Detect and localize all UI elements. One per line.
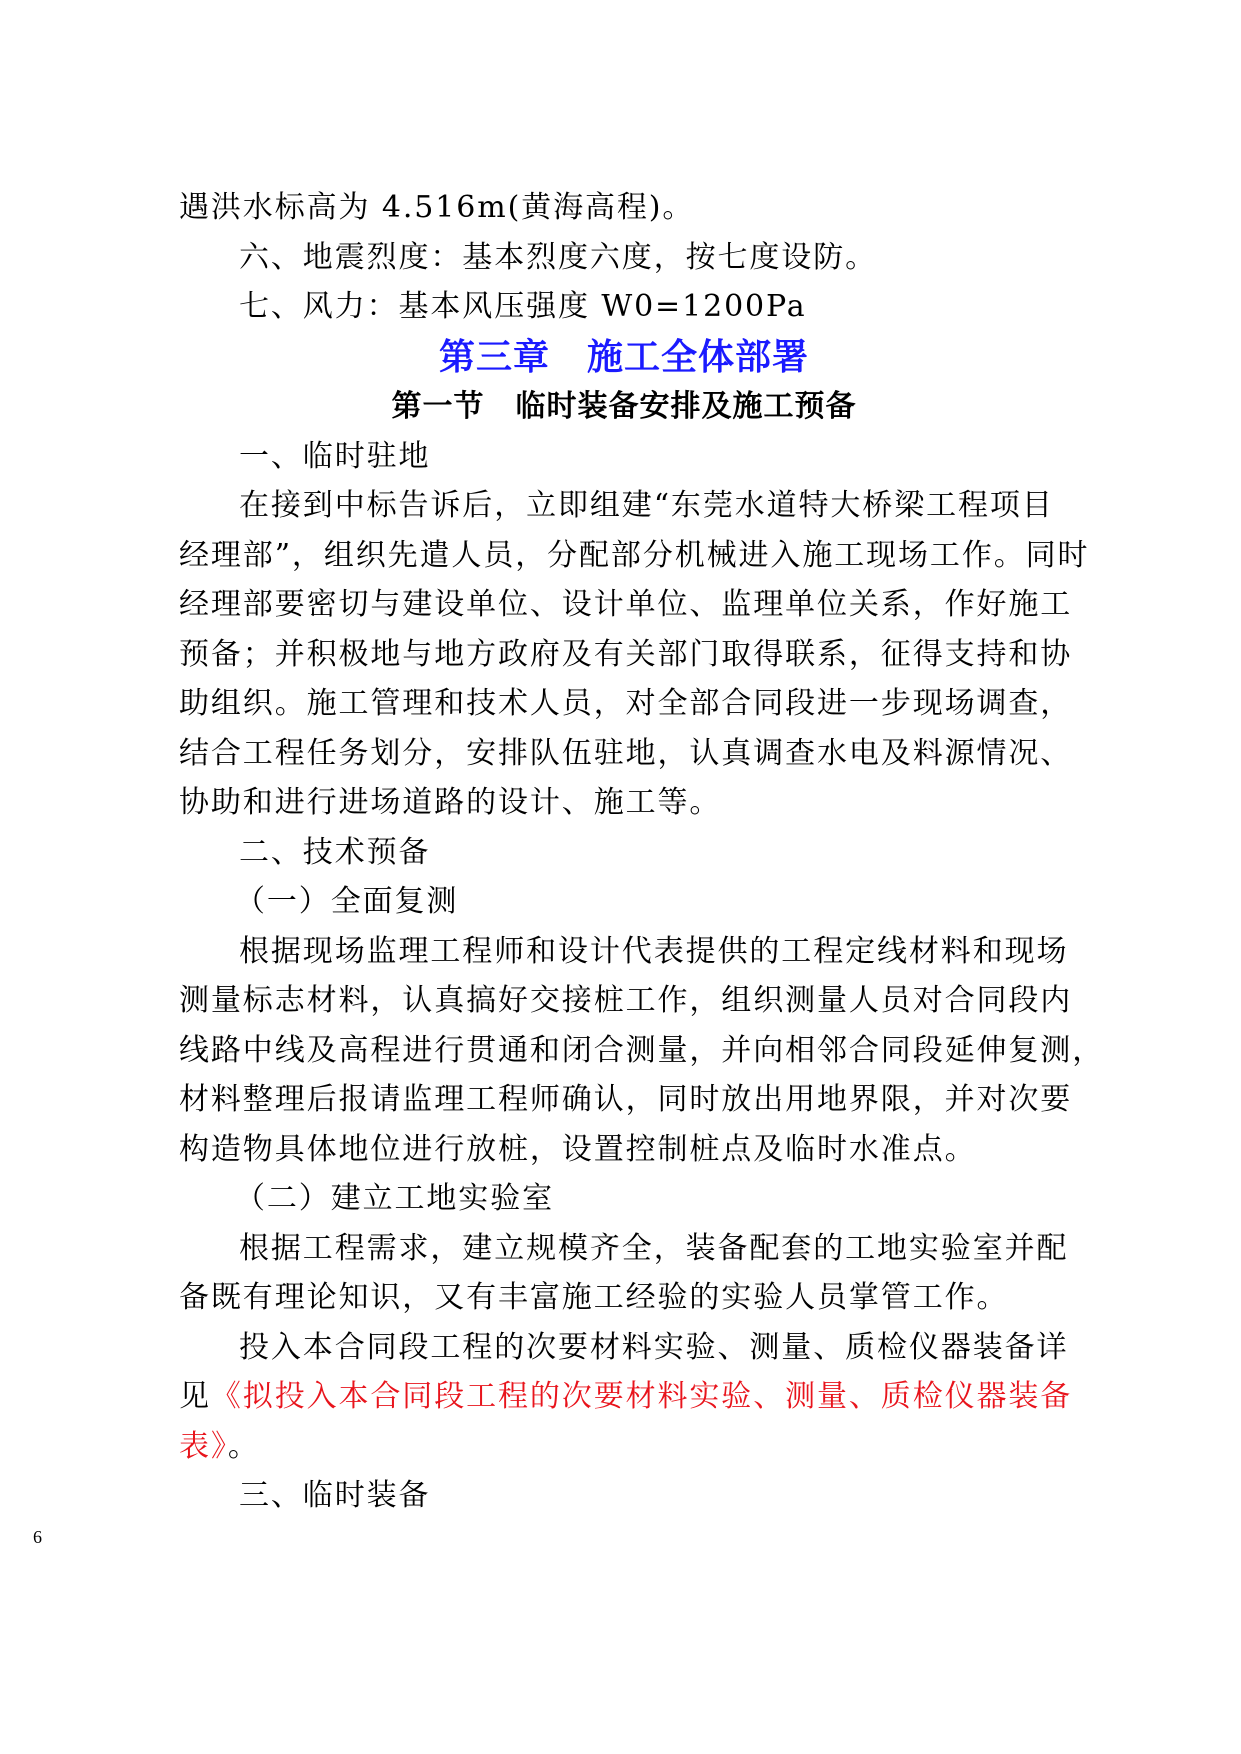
chapter-title: 第三章 施工全体部署 <box>438 335 809 378</box>
heading-temporary-site: 一、临时驻地 <box>239 438 431 474</box>
paragraph-line <box>179 1422 1069 1472</box>
paragraph-line: 材料整理后报请监理工程师确认，同时放出用地界限，并对次要 <box>179 1082 1073 1117</box>
section-title: 第一节 临时装备安排及施工预备 <box>391 388 857 424</box>
paragraph-line: 线路中线及高程进行贯通和闭合测量，并向相邻合同段延伸复测， <box>179 1032 1105 1068</box>
text-prefix: 见 <box>179 1379 211 1414</box>
paragraph-line: 备既有理论知识，又有丰富施工经验的实验人员掌管工作。 <box>179 1280 1009 1315</box>
paragraph-line: 预备；并积极地与地方政府及有关部门取得联系，征得支持和协 <box>179 636 1073 672</box>
paragraph-line: 助组织。施工管理和技术人员，对全部合同段进一步现场调查， <box>179 686 1073 721</box>
page-content <box>179 183 1105 1521</box>
text-line: 六、地震烈度：基本烈度六度，按七度设防。 <box>239 239 877 275</box>
paragraph-line: 结合工程任务划分，安排队伍驻地，认真调查水电及料源情况、 <box>179 735 1073 771</box>
paragraph-line: 经理部”，组织先遣人员，分配部分机械进入施工现场工作。同时 <box>179 537 1090 573</box>
subheading-site-lab: （二）建立工地实验室 <box>235 1181 554 1216</box>
paragraph-line: 根据现场监理工程师和设计代表提供的工程定线材料和现场 <box>239 933 1069 969</box>
paragraph-line: 根据工程需求，建立规模齐全，装备配套的工地实验室并配 <box>239 1230 1069 1266</box>
paragraph-line: 测量标志材料，认真搞好交接桩工作，组织测量人员对合同段内 <box>179 983 1073 1018</box>
subheading-resurvey: （一）全面复测 <box>235 884 459 919</box>
paragraph-line: 构造物具体地位进行放桩，设置控制桩点及临时水准点。 <box>179 1131 977 1167</box>
heading-temporary-equipment: 三、临时装备 <box>239 1478 431 1513</box>
paragraph-line: 投入本合同段工程的次要材料实验、测量、质检仪器装备详 <box>239 1329 1069 1365</box>
text-line: 遇洪水标高为 4.516m(黄海高程)。 <box>179 190 695 225</box>
paragraph-line: 协助和进行进场道路的设计、施工等。 <box>179 785 722 820</box>
paragraph-line: 经理部要密切与建设单位、设计单位、监理单位关系，作好施工 <box>179 587 1073 622</box>
equipment-table-reference: 《拟投入本合同段工程的次要材料实验、测量、质检仪器装备 <box>210 1379 1073 1414</box>
heading-technical-prep: 二、技术预备 <box>239 834 431 870</box>
text-line: 七、风力：基本风压强度 W0=1200Pa <box>239 289 807 324</box>
equipment-table-reference-end: 表》 <box>179 1428 228 1464</box>
paragraph-line: 在接到中标告诉后，立即组建“东莞水道特大桥梁工程项目 <box>239 488 1054 523</box>
text-suffix: 。 <box>227 1428 260 1464</box>
paragraph-line <box>179 1372 1073 1422</box>
page-number: 6 <box>33 1527 42 1547</box>
